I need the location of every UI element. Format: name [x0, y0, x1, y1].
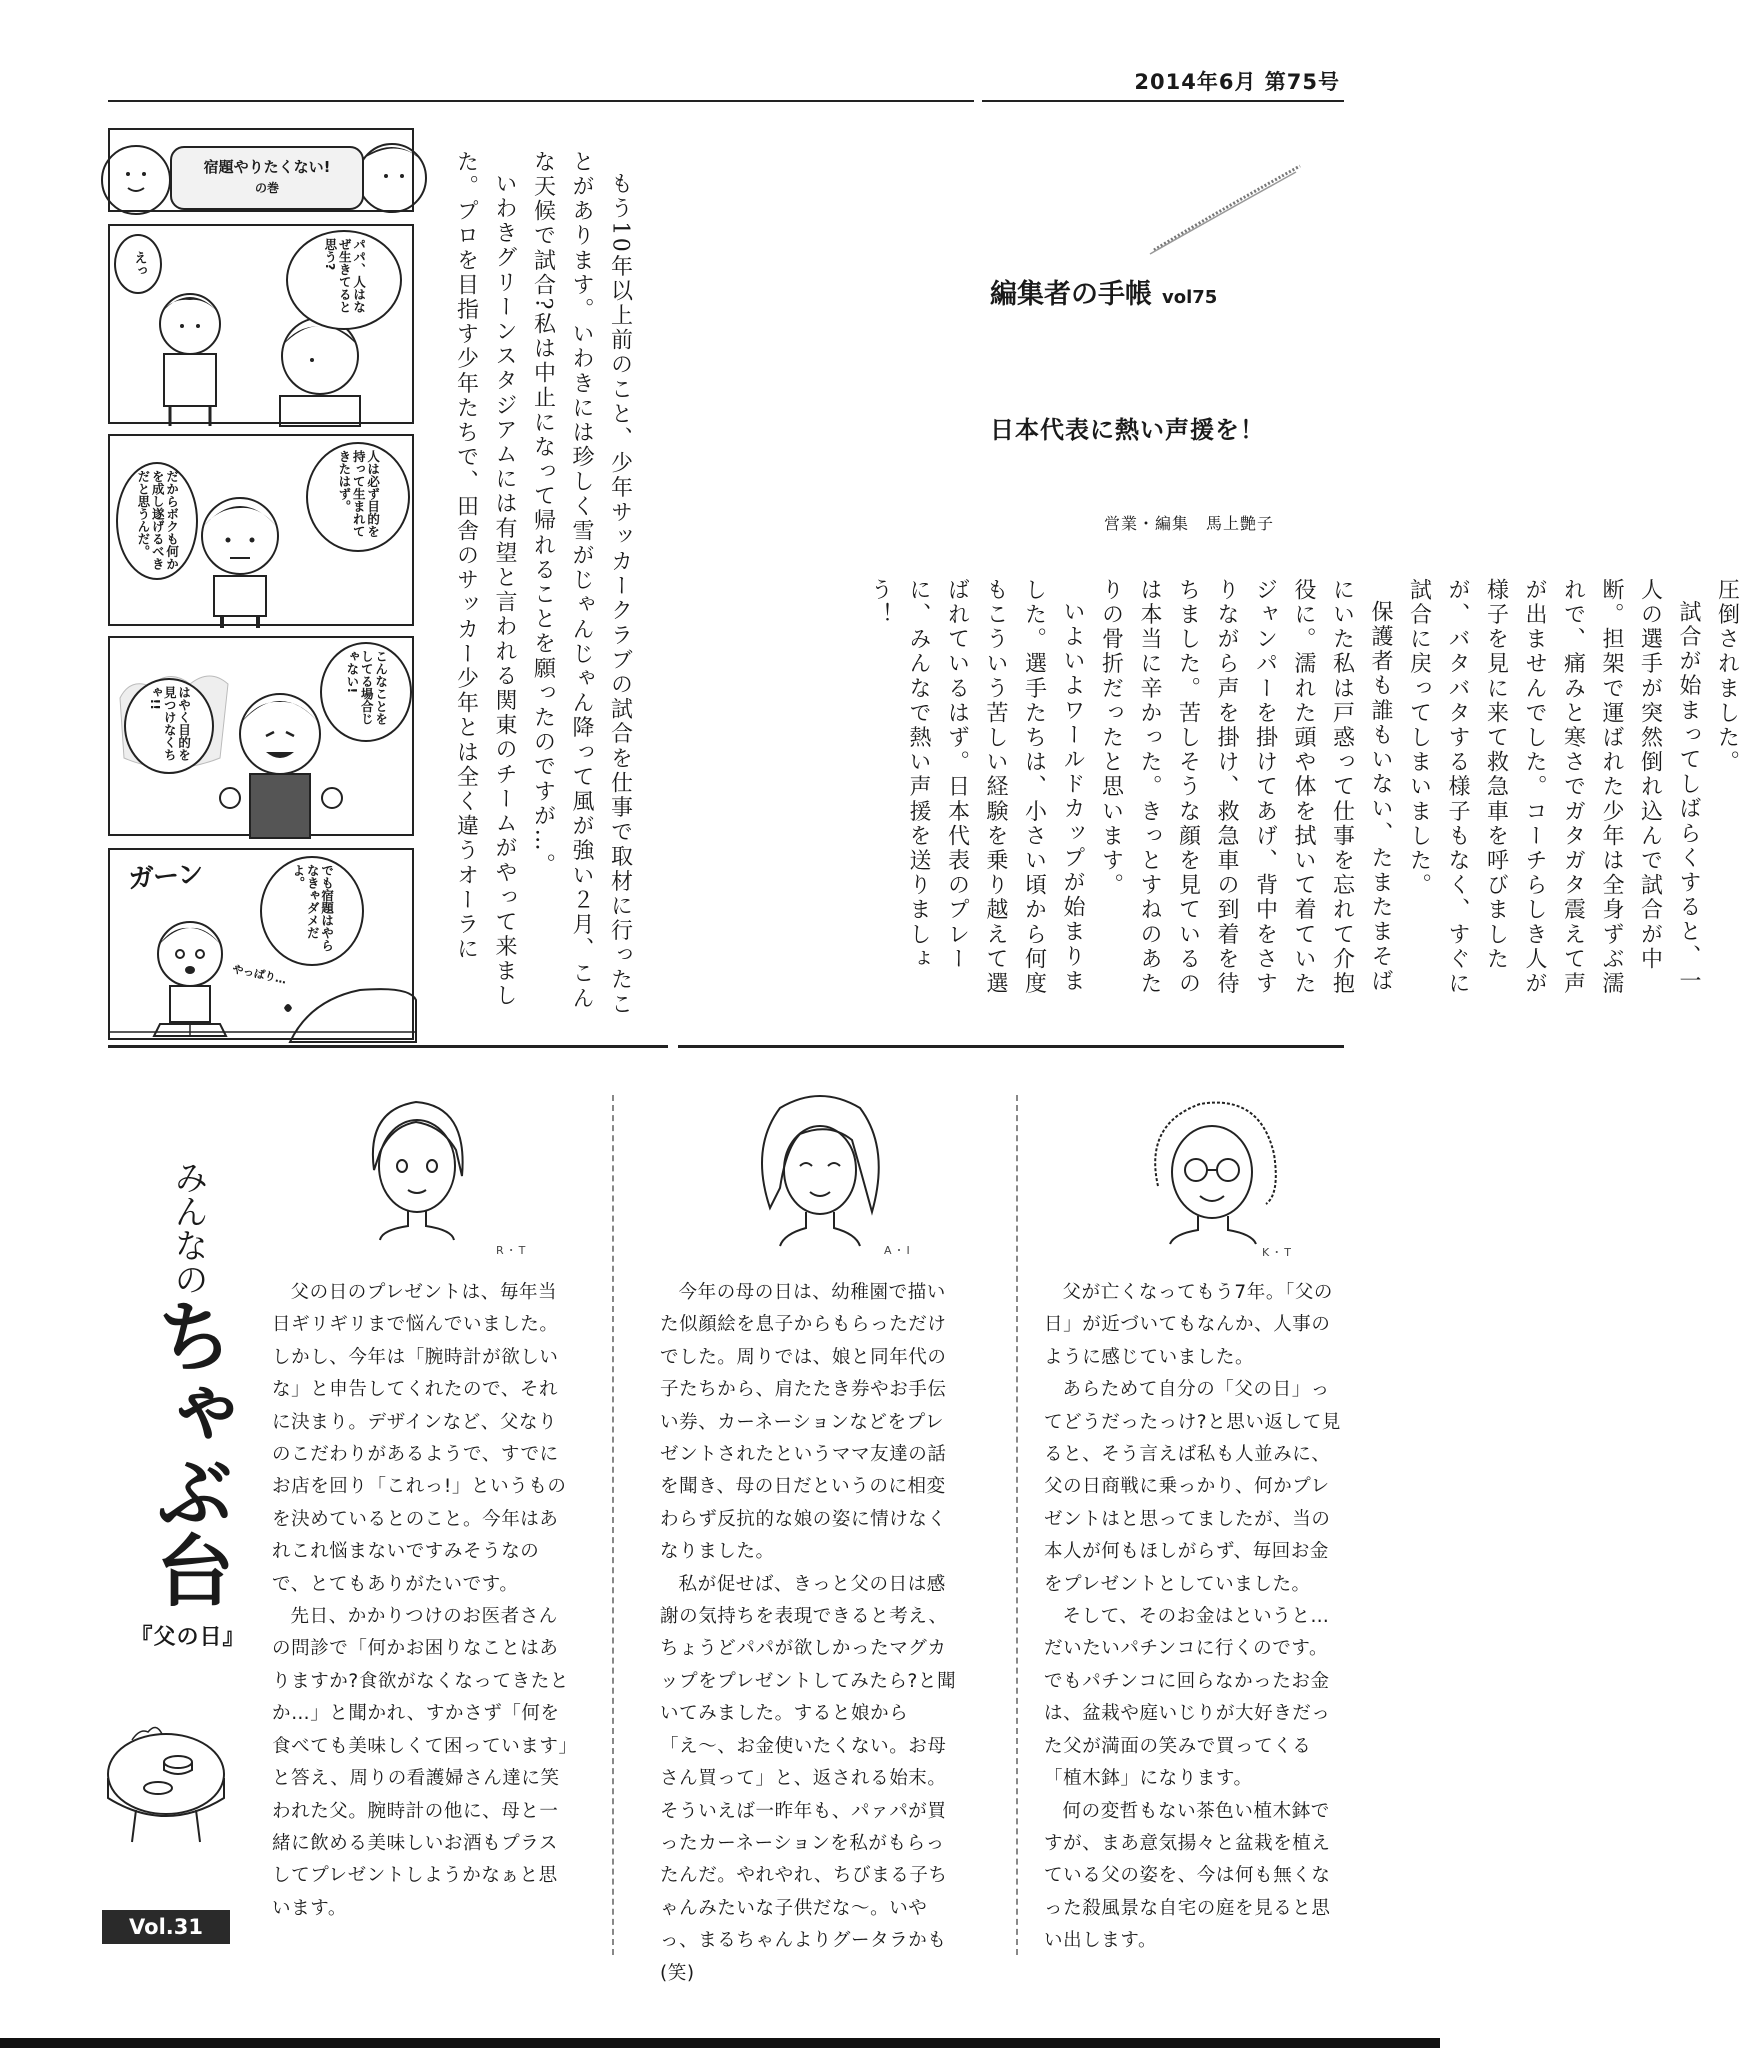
- section-divider: [108, 1045, 1344, 1048]
- editor-vol: vol75: [1162, 287, 1218, 308]
- portrait-kt: [1140, 1094, 1290, 1244]
- portrait-ai: [740, 1088, 900, 1248]
- column-divider: [1016, 1095, 1018, 1955]
- editor-author: 営業・編集 馬上艶子: [1104, 514, 1275, 533]
- issue-date: 2014年6月 第75号: [1134, 70, 1340, 94]
- comic-bubble-child-4a: こんなことをしてる場合じゃない!: [320, 642, 412, 742]
- comic-panel-5: [108, 848, 414, 1040]
- editor-title: [990, 272, 1217, 311]
- chabudai-table-icon: [96, 1722, 236, 1852]
- section-title-big: ちゃぶ台: [143, 1296, 233, 1608]
- essay-paragraph: 今年の母の日は、幼稚園で描いた似顔絵を息子からもらっただけでした。周りでは、娘と同年代の子たちから、肩たたき券やお手伝い券、カーネーションなどをプレゼントされたというママ友達の話を聞き、母の日だというのに相変わらず反抗的な娘の姿に情けなくなりました。: [660, 1282, 947, 1563]
- column-divider: [612, 1095, 614, 1955]
- editor-column-left: [446, 150, 639, 1025]
- essay-paragraph: あらためて自分の「父の日」ってどうだったっけ?と思い返して見ると、そう言えば私も人並みに、父の日商戦に乗っかり、何かプレゼントはと思ってましたが、当の本人が何もほしがらず、毎回お金をプレゼントとしていました。: [1044, 1379, 1341, 1595]
- editor-paragraph: 試合が始まってしばらくすると、一人の選手が突然倒れ込んで試合が中断。担架で運ばれた少年は全身ずぶ濡れで、痛みと寒さでガタガタ震えて声が出ませんでした。コーチらしき人が様子を見に来て救急車を呼びましたが、バタバタする様子もなく、すぐに試合に戻ってしまいました。: [1406, 578, 1701, 997]
- essay-paragraph: 父の日のプレゼントは、毎年当日ギリギリまで悩んでいました。しかし、今年は「腕時計が欲しいな」と申告してくれたので、それに決まり。デザインなど、父なりのこだわりがあるようで、すでにお店を回り「これっ!」というものを決めているとのこと。今年はあれこれ悩まないですみそうなので、とてもありがたいです。: [272, 1282, 567, 1595]
- portrait-initials: A・I: [884, 1244, 912, 1257]
- section-title: [128, 1160, 248, 1651]
- comic-sfx: ガーン: [127, 859, 204, 895]
- comic-child-mutter: やっぱり…: [231, 962, 288, 987]
- editor-paragraph: 圧倒されました。: [1714, 578, 1740, 775]
- scan-edge: [0, 2038, 1440, 2048]
- header-rule: [108, 100, 1344, 102]
- comic-panel-2: [108, 224, 414, 424]
- portrait-initials: R・T: [496, 1244, 528, 1257]
- essay-paragraph: 先日、かかりつけのお医者さんの問診で「何かお困りなことはありますか?食欲がなくなってきたとか…」と聞かれ、すかさず「何を食べても美味しくて困っています」と答え、周りの看護婦さん達に笑われた父。腕時計の他に、母と一緒に飲める美味しいお酒もプラスしてプレゼントしようかなぁと思います。: [272, 1606, 569, 1919]
- comic-title-main: 宿題やりたくない!: [203, 158, 331, 176]
- pen-stroke-decoration: [1150, 158, 1310, 268]
- editor-subtitle: 日本代表に熱い声援を！: [990, 416, 1265, 444]
- editor-paragraph: 保護者も誰もいない、たまたまそばにいた私は戸惑って仕事を忘れて介抱役に。濡れた頭や体を拭いて着ていたジャンパーを掛けてあげ、背中をさすりながら声を掛け、救急車の到着を待ちました。苦しそうな顔を見ているのは本当に辛かった。きっとすねのあたりの骨折だったと思います。: [1098, 578, 1393, 997]
- comic-bubble-father-5: でも宿題はやらなきゃダメだよ。: [260, 856, 364, 966]
- essay-rt: [272, 1277, 572, 1925]
- comic-panel-4: [108, 636, 414, 836]
- comic-bubble-child-3: 人は必ず目的を持って生まれてきたはず。: [306, 442, 410, 552]
- section-volume: Vol.31: [102, 1910, 230, 1944]
- editor-paragraph: いわきグリーンスタジアムには有望と言われる関東のチームがやって来ました。プロを目指す少年たちで、田舎のサッカー少年とは全く違うオーラに: [453, 150, 517, 1009]
- essay-kt: [1044, 1277, 1344, 1958]
- comic-panel-3: [108, 434, 414, 626]
- comic-bubble-child-4b: はやく目的を見つけなくちゃ!!: [124, 678, 214, 774]
- essay-paragraph: そして、そのお金はというと…だいたいパチンコに行くのです。でもパチンコに回らなかったお金は、盆栽や庭いじりが大好きだった父が満面の笑みで買ってくる「植木鉢」になります。: [1044, 1606, 1331, 1790]
- editor-paragraph: いよいよワールドカップが始まりました。選手たちは、小さい頃から何度もこういう苦しい経験を乗り越えて選ばれているはず。日本代表のプレーに、みんなで熱い声援を送りましょう！: [867, 578, 1085, 997]
- essay-paragraph: 父が亡くなってもう7年。「父の日」が近づいてもなんか、人事のように感じていました。: [1044, 1282, 1334, 1368]
- editor-paragraph: もう10年以上前のこと、少年サッカークラブの試合を仕事で取材に行ったことがあります。いわきには珍しく雪がじゃんじゃん降って風が強い２月、こんな天候で試合?私は中止になって帰れることを願ったのですが…。: [530, 150, 633, 1017]
- portrait-rt: [352, 1090, 482, 1240]
- portrait-initials: K・T: [1262, 1246, 1293, 1259]
- comic-bubble-father-1: えっ: [114, 234, 162, 294]
- editor-title-text: 編集者の手帳: [990, 279, 1152, 310]
- editor-column-right: [860, 578, 1746, 1018]
- comic-bubble-child-1: パパ、人はなぜ生きてると思う?: [286, 230, 402, 330]
- comic-title-sub: の巻: [254, 181, 279, 195]
- comic-panel-1: [108, 128, 414, 212]
- section-theme: 『父の日』: [130, 1625, 246, 1650]
- section-title-small: みんなの: [168, 1160, 208, 1296]
- essay-paragraph: 私が促せば、きっと父の日は感謝の気持ちを表現できると考え、ちょうどパパが欲しかったマグカップをプレゼントしてみたら?と聞いてみました。すると娘から「え〜、お金使いたくない。お母さん買って」と、返される始末。そういえば一昨年も、パァパが買ったカーネーションを私がもらったんだ。やれやれ、ちびまる子ちゃんみたいな子供だな〜。いやっ、まるちゃんよりグータラかも(笑): [660, 1573, 957, 1984]
- essay-ai: [660, 1277, 960, 1990]
- comic-bubble-child-3b: だからボクも何かを成し遂げるべきだと思うんだ。: [116, 462, 198, 580]
- comic-title: [170, 146, 364, 210]
- essay-paragraph: 何の変哲もない茶色い植木鉢ですが、まあ意気揚々と盆栽を植えている父の姿を、今は何も無くなった殺風景な自宅の庭を見ると思い出します。: [1044, 1800, 1331, 1952]
